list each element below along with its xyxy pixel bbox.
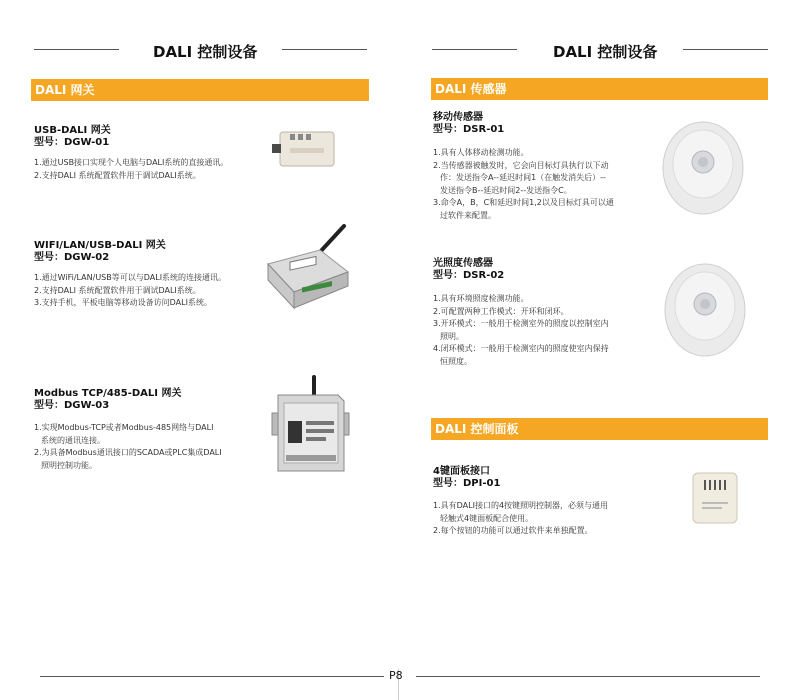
feature-list <box>433 147 633 222</box>
section-dali-panel: DALI 控制面板 <box>431 418 768 440</box>
feature-item: 2.每个按钮的功能可以通过软件来单独配置。 <box>433 526 593 535</box>
product-name: WIFI/LAN/USB-DALI 网关 <box>34 240 166 251</box>
usb-dali-gateway-image <box>270 128 340 173</box>
feature-list <box>34 157 254 182</box>
wifi-dali-gateway-image <box>262 222 354 314</box>
title-rule-right <box>282 49 367 50</box>
section-dali-gateway: DALI 网关 <box>31 79 369 101</box>
page-number: P8 <box>389 669 403 682</box>
product-model: 型号：DPI-01 <box>433 478 501 489</box>
panel-interface-image <box>690 470 740 526</box>
product-model: 型号：DSR-01 <box>433 124 505 135</box>
title-rule-left <box>34 49 119 50</box>
feature-item: 2.支持DALI 系统配置软件用于调试DALI系统。 <box>34 285 201 295</box>
motion-sensor-image <box>660 120 746 216</box>
feature-item: 1.具有DALI接口的4按键照明控制器，必须与通用 轻触式4键面板配合使用。 <box>433 501 609 523</box>
section-dali-sensor: DALI 传感器 <box>431 78 768 100</box>
footer-rule-left <box>40 676 384 677</box>
product-model: 型号：DGW-01 <box>34 137 110 148</box>
product-name: 4键面板接口 <box>433 466 490 477</box>
product-name: 移动传感器 <box>433 112 483 123</box>
feature-list <box>34 422 264 472</box>
right-page-title: DALI 控制设备 <box>553 43 658 61</box>
modbus-dali-gateway-image <box>268 375 350 485</box>
feature-item: 2.为具备Modbus通讯接口的SCADA或PLC集成DALI 照明控制功能。 <box>34 448 222 470</box>
product-name: Modbus TCP/485-DALI 网关 <box>34 388 182 399</box>
light-sensor-image <box>662 262 748 358</box>
feature-item: 2.支持DALI 系统配置软件用于调试DALI系统。 <box>34 170 201 180</box>
feature-list <box>433 500 653 538</box>
feature-item: 3.开环模式：一般用于检测室外的照度以控制室内 照明。 <box>433 319 609 341</box>
feature-item: 3.支持手机，平板电脑等移动设备访问DALI系统。 <box>34 298 212 307</box>
feature-list <box>433 293 633 368</box>
title-rule-left <box>432 49 517 50</box>
product-model: 型号：DGW-03 <box>34 400 110 411</box>
feature-item: 2.当传感器被触发时，它会向目标灯具执行以下动 作：发送指令A--延迟时间1（在触发消失后）-- 发送指令B--延迟时间2--发送指令C。 <box>433 160 609 195</box>
feature-item: 1.实现Modbus-TCP或者Modbus-485网络与DALI 系统的通讯连接。 <box>34 423 214 445</box>
feature-item: 3.命令A，B，C和延迟时间1,2以及目标灯具可以通 过软件来配置。 <box>433 198 614 220</box>
feature-item: 4.闭环模式：一般用于检测室内的照度使室内保持 恒照度。 <box>433 344 609 366</box>
left-page-title: DALI 控制设备 <box>153 43 258 61</box>
feature-item: 1.具有环境照度检测功能。 <box>433 294 529 303</box>
product-name: USB-DALI 网关 <box>34 125 111 136</box>
feature-item: 1.具有人体移动检测功能。 <box>433 148 529 157</box>
product-name: 光照度传感器 <box>433 258 493 269</box>
feature-list <box>34 272 259 310</box>
footer-rule-right <box>416 676 760 677</box>
feature-item: 2.可配置两种工作模式：开环和闭环。 <box>433 306 569 316</box>
feature-item: 1.通过WiFi/LAN/USB等可以与DALI系统的连接通讯。 <box>34 273 227 282</box>
feature-item: 1.通过USB接口实现个人电脑与DALI系统的直接通讯。 <box>34 158 229 167</box>
product-model: 型号：DSR-02 <box>433 270 505 281</box>
title-rule-right <box>683 49 768 50</box>
product-model: 型号：DGW-02 <box>34 252 110 263</box>
